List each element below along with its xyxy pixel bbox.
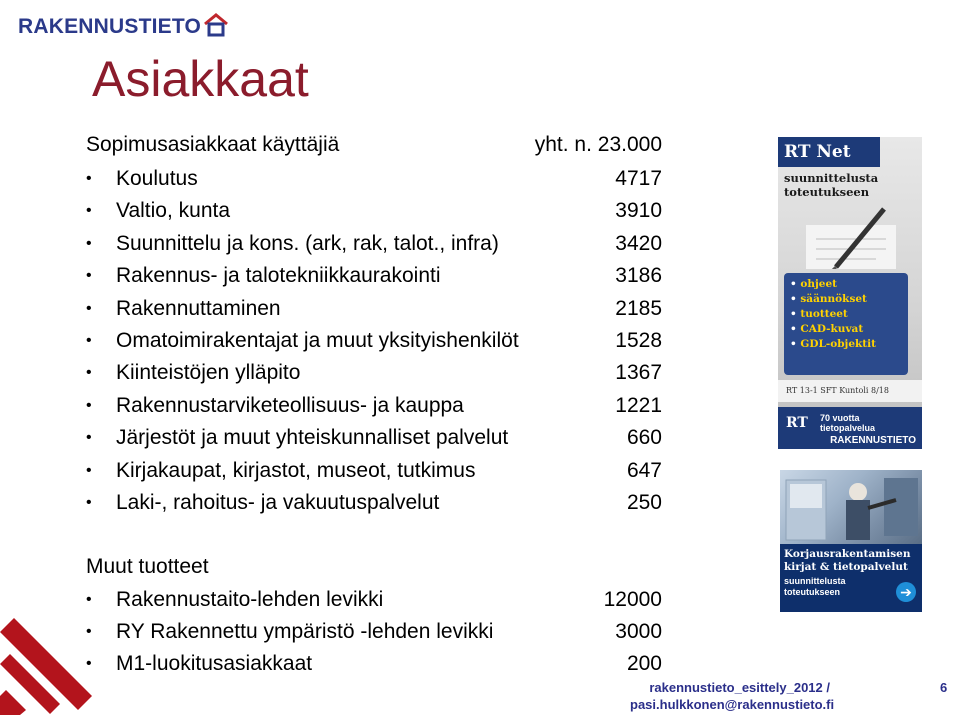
list-item-label: Valtio, kunta [116,199,231,223]
list-item-value: 12000 [603,588,662,611]
list-item-label-wrap [86,649,312,679]
list-item-label: Kirjakaupat, kirjastot, museot, tutkimus [116,458,476,482]
card-title [784,548,910,574]
bullet-icon: • [86,364,92,382]
card-title-1: Korjausrakentamisen [784,548,911,560]
poster-feature: • GDL-objektit [790,337,902,352]
list-item-label: Kiinteistöjen ylläpito [116,361,301,385]
bullet-icon: • [86,494,92,511]
list-item-label: Laki-, rahoitus- ja vakuutuspalvelut [116,491,440,514]
poster-feature: • tuotteet [790,307,902,322]
list-item-value: 1221 [615,393,662,417]
poster-feature: • säännökset [790,292,902,307]
page-number: 6 [940,680,948,695]
list-item [86,617,662,647]
footer-email: pasi.hulkkonen@rakennustieto.fi [630,697,835,712]
customers-heading: Sopimusasiakkaat käyttäjiä [86,133,340,156]
list-item-label-wrap [86,456,475,486]
bullet-icon: • [86,591,92,608]
bullet-icon: • [86,429,92,447]
list-item-label: Rakennus- ja talotekniikkaurakointi [116,264,441,288]
rakennustieto-logo [18,8,229,38]
footer-line-1: rakennustieto_esittely_2012 / [649,680,830,695]
poster-feature-list [784,273,908,375]
list-item-label: Järjestöt ja muut yhteiskunnalliset palvelut [116,426,509,450]
poster-footer [778,407,922,449]
list-item-value: 2185 [615,296,662,320]
list-item-value: 1367 [615,361,662,385]
bullet-icon: • [86,396,92,414]
card-title-2: kirjat & tietopalvelut [784,561,908,573]
list-item-value: 3186 [615,264,662,288]
list-item-label-wrap [86,294,281,324]
list-item-value: 660 [626,426,662,450]
list-item-label-wrap [86,164,198,194]
pen-icon [806,205,896,269]
worker-image [780,470,922,544]
list-item [86,229,662,259]
list-item-value: 200 [626,652,662,675]
list-item-label: M1-luokitusasiakkaat [116,652,313,675]
list-item [86,423,662,453]
corner-roof-decoration [0,612,96,715]
list-item-label-wrap [86,585,383,615]
list-item-value: 4717 [615,167,662,190]
card-subtitle-2: toteutukseen [784,587,841,597]
poster-brand: RT Net [778,137,880,167]
list-item-label-wrap [86,358,300,388]
bullet-icon: • [86,267,92,285]
list-item-value: 250 [626,491,662,514]
logo-text: RAKENNUSTIETO [18,15,202,38]
card-subtitle [784,576,846,598]
list-item-label: Suunnittelu ja kons. (ark, rak, talot., infra) [116,231,499,255]
list-item-label: Omatoimirakentajat ja muut yksityishenkilöt [116,329,519,352]
bullet-icon: • [86,623,92,640]
rt-net-poster [778,137,922,449]
list-item-label-wrap [86,617,493,647]
poster-footer-logo: RAKENNUSTIETO [830,435,916,446]
list-item-label-wrap [86,261,441,291]
customers-total: yht. n. 23.000 [534,133,662,156]
poster-subtitle [784,171,878,199]
list-item-value: 1528 [615,329,662,352]
list-item-value: 3000 [615,620,662,643]
list-item [86,391,662,421]
poster-years-1: 70 vuotta [820,413,860,423]
list-item-value: 3420 [615,231,662,255]
list-item-label: Rakennustaito-lehden levikki [116,588,384,611]
list-item-label-wrap [86,423,508,453]
list-item [86,196,662,226]
list-item-label: Koulutus [116,167,198,190]
card-photo [780,470,922,544]
poster-subtitle-1: suunnittelusta [784,171,879,185]
list-item [86,649,662,679]
list-item-label-wrap [86,196,230,226]
list-item [86,585,662,615]
list-item [86,164,662,194]
bullet-icon: • [86,299,92,317]
list-item [86,261,662,291]
poster-subtitle-2: toteutukseen [784,185,870,199]
list-item-value: 647 [626,458,662,482]
poster-feature: • CAD-kuvat [790,322,902,337]
list-item-label-wrap [86,391,464,421]
bullet-icon: • [86,170,92,187]
bullet-icon: • [86,234,92,252]
arrow-right-icon[interactable]: ➔ [896,582,916,602]
bullet-icon: • [86,202,92,220]
list-item-label: Rakennustarviketeollisuus- ja kauppa [116,393,464,417]
poster-feature: • ohjeet [790,277,902,292]
poster-band: RT 13-1 SFT Kuntoli 8/18 [778,380,922,402]
list-item [86,488,662,518]
products-heading: Muut tuotteet [86,555,209,578]
poster-years-2: tietopalvelua [820,423,876,433]
bullet-icon: • [86,461,92,479]
bullet-icon: • [86,332,92,349]
list-item-value: 3910 [615,199,662,223]
list-item [86,358,662,388]
house-icon [203,13,229,37]
list-item [86,326,662,356]
list-item-label: RY Rakennettu ympäristö -lehden levikki [116,620,494,643]
poster-rt-mark: RT [786,415,808,431]
bullet-icon: • [86,655,92,672]
renovation-card [780,470,922,612]
page-title: Asiakkaat [92,51,309,107]
list-item-label-wrap [86,488,439,518]
list-item-label-wrap [86,326,519,356]
card-subtitle-1: suunnittelusta [784,576,846,586]
list-item [86,456,662,486]
list-item-label-wrap [86,229,499,259]
list-item-label: Rakennuttaminen [116,296,281,320]
list-item [86,294,662,324]
footer-text [630,679,835,713]
poster-years [820,413,875,433]
